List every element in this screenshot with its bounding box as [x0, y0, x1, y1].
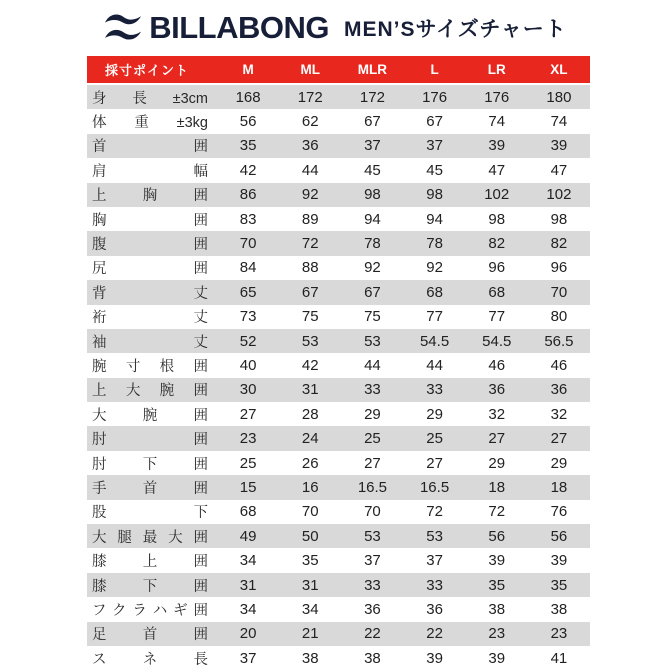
row-value: 98 [550, 210, 568, 228]
page-header [0, 0, 670, 56]
table-row [87, 183, 590, 207]
row-value: 39 [488, 649, 506, 667]
row-value: 77 [488, 308, 506, 326]
table-row [87, 500, 590, 524]
row-value: 53 [426, 527, 443, 545]
row-value: 27 [364, 454, 381, 472]
row-value: 37 [426, 137, 443, 155]
row-value: 78 [426, 235, 443, 253]
row-value: 36 [426, 600, 443, 618]
row-value: 34 [239, 600, 257, 618]
row-value: 53 [301, 332, 319, 350]
row-value: 70 [550, 283, 568, 301]
row-value: 94 [426, 210, 443, 228]
table-row [87, 597, 590, 621]
row-value: 88 [301, 259, 319, 277]
row-value: 70 [364, 503, 381, 521]
row-value: 20 [239, 625, 257, 643]
row-label: 股下 [92, 505, 208, 522]
row-value: 84 [239, 259, 257, 277]
page-title: MEN’Sサイズチャート [343, 18, 567, 41]
table-row [87, 305, 590, 329]
row-value: 72 [426, 503, 443, 521]
column-header-m: M [242, 62, 254, 77]
row-value: 56 [239, 113, 257, 131]
row-value: 76 [550, 503, 568, 521]
row-value: 28 [301, 405, 319, 423]
row-label: 腹囲 [92, 237, 208, 254]
row-value: 45 [364, 161, 381, 179]
row-value: 180 [546, 88, 572, 106]
table-row [87, 109, 590, 133]
row-label: 上大腕囲 [92, 383, 208, 400]
table-row [87, 329, 590, 353]
row-value: 102 [484, 186, 510, 204]
row-value: 176 [484, 88, 510, 106]
row-value: 27 [550, 430, 568, 448]
row-value: 38 [550, 600, 568, 618]
row-value: 23 [239, 430, 257, 448]
row-label: 肩幅 [92, 163, 208, 180]
row-value: 36 [301, 137, 319, 155]
size-chart-table [87, 56, 590, 670]
row-value: 73 [239, 308, 257, 326]
row-value: 37 [364, 552, 381, 570]
row-value: 98 [426, 186, 443, 204]
row-value: 37 [364, 137, 381, 155]
row-value: 50 [301, 527, 319, 545]
row-value: 94 [364, 210, 381, 228]
row-label: 袖丈 [92, 334, 208, 351]
row-value: 80 [550, 308, 568, 326]
row-label: 手首囲 [92, 480, 208, 497]
row-value: 46 [550, 356, 568, 374]
row-value: 37 [426, 552, 443, 570]
row-value: 24 [301, 430, 319, 448]
row-value: 98 [364, 186, 381, 204]
row-value: 26 [301, 454, 319, 472]
row-value: 36 [488, 381, 506, 399]
row-value: 92 [301, 186, 319, 204]
row-value: 54.5 [482, 332, 512, 350]
row-label: 足首囲 [92, 627, 208, 644]
row-value: 21 [301, 625, 319, 643]
row-value: 98 [488, 210, 506, 228]
row-label: 裄丈 [92, 310, 208, 327]
table-row [87, 158, 590, 182]
row-value: 38 [301, 649, 319, 667]
row-value: 96 [488, 259, 506, 277]
table-row [87, 85, 590, 109]
row-value: 39 [488, 137, 506, 155]
row-value: 33 [364, 576, 381, 594]
row-value: 176 [422, 88, 448, 106]
table-row [87, 646, 590, 670]
row-label: 肘囲 [92, 432, 208, 449]
table-row [87, 524, 590, 548]
row-label: フクラハギ囲 [92, 602, 208, 619]
row-value: 92 [364, 259, 381, 277]
table-row [87, 280, 590, 304]
row-label: 膝下囲 [92, 578, 208, 595]
row-label: 肘下囲 [92, 456, 208, 473]
row-value: 96 [550, 259, 568, 277]
row-value: 35 [488, 576, 506, 594]
row-value: 82 [488, 235, 506, 253]
row-value: 33 [364, 381, 381, 399]
row-value: 83 [239, 210, 257, 228]
row-value: 25 [426, 430, 443, 448]
row-value: 47 [550, 161, 568, 179]
table-row [87, 134, 590, 158]
row-value: 44 [364, 356, 381, 374]
row-value: 25 [364, 430, 381, 448]
row-value: 65 [239, 283, 257, 301]
row-value: 23 [488, 625, 506, 643]
column-header-lr: LR [487, 62, 506, 77]
row-label: 腕寸根囲 [92, 358, 208, 375]
row-value: 62 [301, 113, 319, 131]
row-value: 67 [426, 113, 443, 131]
row-value: 31 [301, 576, 319, 594]
row-value: 18 [488, 478, 506, 496]
row-value: 72 [488, 503, 506, 521]
row-value: 22 [426, 625, 443, 643]
row-value: 44 [301, 161, 319, 179]
table-row [87, 231, 590, 255]
row-label: 胸囲 [92, 212, 208, 229]
row-value: 34 [301, 600, 319, 618]
row-value: 44 [426, 356, 443, 374]
row-value: 29 [550, 454, 568, 472]
brand-name: BILLABONG [149, 10, 329, 45]
row-value: 36 [550, 381, 568, 399]
table-row [87, 353, 590, 377]
row-value: 41 [550, 649, 568, 667]
row-value: 42 [301, 356, 319, 374]
row-value: 32 [550, 405, 568, 423]
row-value: 168 [235, 88, 261, 106]
row-value: 42 [239, 161, 257, 179]
row-value: 67 [364, 283, 381, 301]
table-row [87, 426, 590, 450]
row-value: 70 [239, 235, 257, 253]
row-value: 52 [239, 332, 257, 350]
row-value: 33 [426, 381, 443, 399]
row-value: 68 [426, 283, 443, 301]
row-value: 75 [301, 308, 319, 326]
row-value: 32 [488, 405, 506, 423]
row-value: 38 [488, 600, 506, 618]
row-value: 53 [364, 332, 381, 350]
row-value: 31 [301, 381, 319, 399]
row-value: 68 [488, 283, 506, 301]
row-value: 35 [239, 137, 257, 155]
row-value: 102 [546, 186, 572, 204]
row-label: 身長±3cm [92, 90, 208, 107]
billabong-wave-icon [103, 10, 143, 46]
row-label: 首囲 [92, 139, 208, 156]
row-value: 56.5 [544, 332, 574, 350]
row-value: 35 [301, 552, 319, 570]
row-value: 54.5 [419, 332, 450, 350]
row-value: 74 [550, 113, 568, 131]
table-row [87, 451, 590, 475]
size-table-body [87, 85, 590, 670]
row-value: 18 [550, 478, 568, 496]
row-value: 37 [239, 649, 257, 667]
table-header-row [87, 56, 590, 83]
row-value: 27 [239, 405, 257, 423]
row-value: 77 [426, 308, 443, 326]
row-value: 92 [426, 259, 443, 277]
row-value: 53 [364, 527, 381, 545]
billabong-logo [103, 10, 329, 46]
row-value: 68 [239, 503, 257, 521]
row-value: 22 [364, 625, 381, 643]
row-label: 尻囲 [92, 261, 208, 278]
row-value: 49 [239, 527, 257, 545]
row-value: 39 [550, 137, 568, 155]
row-label: 大腿最大囲 [92, 529, 208, 546]
row-value: 72 [301, 235, 319, 253]
row-value: 25 [239, 454, 257, 472]
column-header-xl: XL [550, 62, 568, 77]
table-row [87, 622, 590, 646]
row-label: 上胸囲 [92, 188, 208, 205]
row-label: 膝上囲 [92, 554, 208, 571]
row-value: 45 [426, 161, 443, 179]
row-value: 47 [488, 161, 506, 179]
row-value: 78 [364, 235, 381, 253]
row-value: 39 [488, 552, 506, 570]
row-value: 35 [550, 576, 568, 594]
table-row [87, 548, 590, 572]
table-row [87, 207, 590, 231]
row-value: 39 [426, 649, 443, 667]
row-value: 86 [239, 186, 257, 204]
row-value: 56 [488, 527, 506, 545]
table-row [87, 256, 590, 280]
column-header-measure-point: 採寸ポイント [105, 63, 190, 78]
row-value: 172 [297, 88, 323, 106]
row-value: 172 [359, 88, 385, 106]
table-row [87, 475, 590, 499]
column-header-l: L [430, 62, 439, 77]
row-value: 39 [550, 552, 568, 570]
row-value: 29 [488, 454, 506, 472]
row-value: 67 [301, 283, 319, 301]
row-value: 29 [364, 405, 381, 423]
row-value: 38 [364, 649, 381, 667]
row-value: 33 [426, 576, 443, 594]
row-value: 67 [364, 113, 381, 131]
table-row [87, 378, 590, 402]
row-value: 15 [239, 478, 257, 496]
row-value: 30 [239, 381, 257, 399]
row-label: スネ長 [92, 651, 208, 668]
row-value: 70 [301, 503, 319, 521]
row-value: 36 [364, 600, 381, 618]
column-header-mlr: MLR [357, 62, 388, 77]
row-value: 75 [364, 308, 381, 326]
table-row [87, 573, 590, 597]
row-label: 体重±3kg [92, 115, 208, 132]
column-header-ml: ML [300, 62, 320, 77]
row-value: 16 [301, 478, 319, 496]
row-value: 46 [488, 356, 506, 374]
row-value: 27 [488, 430, 506, 448]
row-value: 16.5 [419, 478, 450, 496]
row-value: 34 [239, 552, 257, 570]
row-label: 大腕囲 [92, 407, 208, 424]
row-value: 56 [550, 527, 568, 545]
row-value: 27 [426, 454, 443, 472]
row-value: 40 [239, 356, 257, 374]
row-label: 背丈 [92, 285, 208, 302]
row-value: 16.5 [357, 478, 388, 496]
row-value: 29 [426, 405, 443, 423]
row-value: 82 [550, 235, 568, 253]
row-value: 23 [550, 625, 568, 643]
row-value: 89 [301, 210, 319, 228]
table-row [87, 402, 590, 426]
row-value: 31 [239, 576, 257, 594]
row-value: 74 [488, 113, 506, 131]
